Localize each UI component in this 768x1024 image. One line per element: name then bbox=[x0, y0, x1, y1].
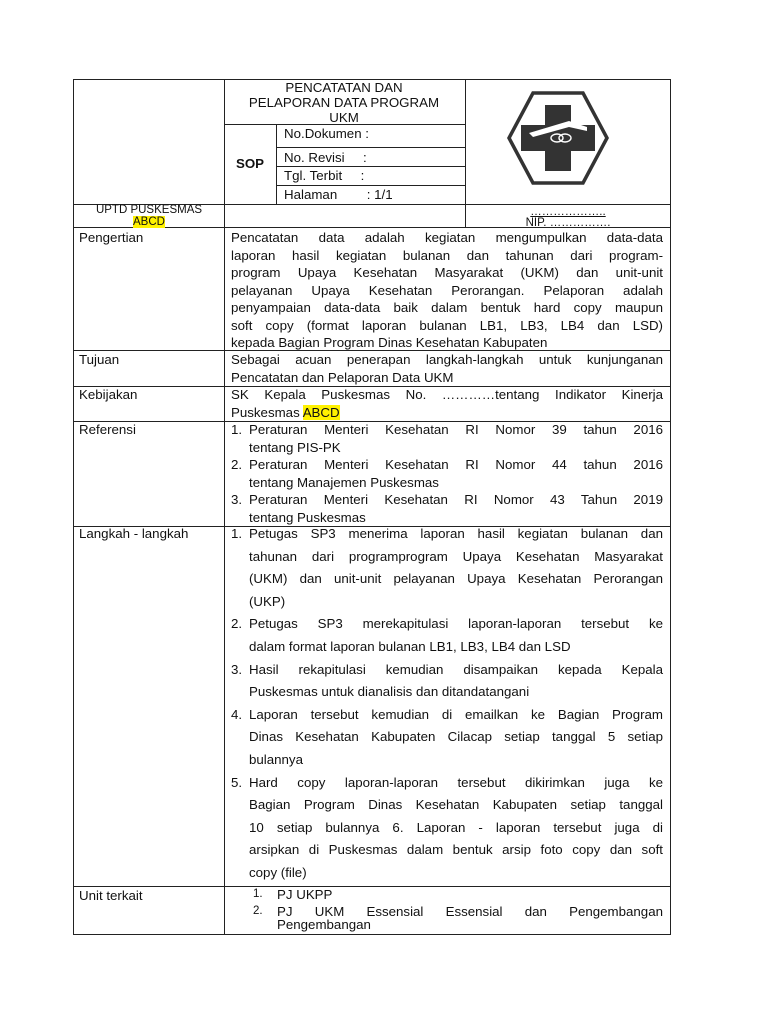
uptd-name bbox=[73, 216, 225, 228]
no-revisi: No. Revisi : bbox=[284, 150, 367, 165]
text-fragment: Puskesmas bbox=[231, 404, 303, 420]
list-item: Hasil rekapitulasi kemudian disampaikan kepada Kepala bbox=[249, 661, 663, 677]
uptd-highlight: ABCD bbox=[133, 216, 165, 228]
list-item: Puskesmas untuk dianalisis dan ditandatangani bbox=[249, 684, 530, 700]
list-number: 1. bbox=[231, 422, 243, 437]
text-line: Pencatatan dan Pelaporan Data UKM bbox=[231, 369, 454, 385]
list-item: Petugas SP3 menerima laporan hasil kegiatan bulanan dan bbox=[249, 526, 663, 541]
list-item: Petugas SP3 merekapitulasi laporan-laporan tersebut ke bbox=[249, 616, 663, 632]
list-number: 4. bbox=[231, 706, 243, 722]
label-pengertian: Pengertian bbox=[79, 230, 144, 245]
list-item: Hard copy laporan-laporan tersebut dikirimkan juga ke bbox=[249, 774, 663, 790]
list-item: Peraturan Menteri Kesehatan RI Nomor 43 Tahun 2019 bbox=[249, 492, 663, 507]
list-number: 2. bbox=[253, 905, 263, 917]
list-item: arsipkan di Puskesmas dalam bentuk arsip foto copy dan soft bbox=[249, 842, 663, 858]
list-item: Bagian Program Dinas Kesehatan Kabupaten setiap tanggal bbox=[249, 797, 663, 813]
uptd-line: UPTD PUSKESMAS bbox=[95, 204, 203, 216]
list-item: (UKP) bbox=[249, 593, 286, 609]
pengertian-text bbox=[231, 229, 663, 352]
list-item: bulannya bbox=[249, 752, 303, 767]
label-referensi: Referensi bbox=[79, 422, 136, 437]
list-item: (UKM) dan unit-unit pelayanan Upaya Kesehatan Perorangan bbox=[249, 571, 663, 587]
kebijakan-text bbox=[231, 386, 663, 421]
tgl-terbit: Tgl. Terbit : bbox=[284, 168, 365, 183]
list-item: tentang PIS-PK bbox=[249, 439, 341, 455]
list-item: dalam format laporan bulanan LB1, LB3, LB4 dan LSD bbox=[249, 639, 571, 654]
list-item: Pengembangan bbox=[277, 917, 371, 932]
list-item: copy (file) bbox=[249, 865, 307, 880]
list-item: Peraturan Menteri Kesehatan RI Nomor 44 tahun 2016 bbox=[249, 457, 663, 472]
puskesmas-name-highlight: ABCD bbox=[302, 404, 340, 420]
label-kebijakan: Kebijakan bbox=[79, 387, 138, 402]
list-item: PJ UKM Essensial Essensial dan Pengembangan bbox=[277, 904, 663, 919]
list-item: Dinas Kesehatan Kabupaten Cilacap setiap tanggal 5 setiap bbox=[249, 729, 663, 745]
sop-document bbox=[73, 79, 671, 935]
halaman: Halaman : 1/1 bbox=[284, 187, 393, 202]
text-line: pelayanan Upaya Kesehatan Perorangan. Pelaporan adalah bbox=[231, 282, 663, 298]
list-number: 1. bbox=[253, 888, 263, 900]
list-number: 1. bbox=[231, 526, 243, 541]
list-number: 2. bbox=[231, 457, 243, 472]
text-line: kepada Bagian Program Dinas Kesehatan Kabupaten bbox=[231, 335, 548, 350]
list-item: Laporan tersebut kemudian di emailkan ke Bagian Program bbox=[249, 706, 663, 722]
uptd-label bbox=[73, 204, 225, 228]
label-langkah: Langkah - langkah bbox=[79, 526, 189, 541]
list-item: tentang Manajemen Puskesmas bbox=[249, 474, 439, 490]
text-line: program Upaya Kesehatan Masyarakat (UKM) dan unit-unit bbox=[231, 265, 663, 280]
meta-divider-1 bbox=[276, 147, 465, 148]
nip-label: NIP. ……………. bbox=[525, 217, 611, 229]
text-line: Pencatatan data adalah kegiatan mengumpulkan data-data bbox=[231, 230, 663, 245]
list-item: tahunan dari programprogram Upaya Kesehatan Masyarakat bbox=[249, 548, 663, 564]
text-line bbox=[231, 404, 663, 422]
tujuan-text bbox=[231, 351, 663, 386]
document-title bbox=[225, 80, 463, 125]
no-dokumen: No.Dokumen : bbox=[284, 126, 369, 141]
title-line: PELAPORAN DATA PROGRAM bbox=[248, 95, 440, 110]
row-divider-unit bbox=[73, 886, 671, 887]
list-item: 10 setiap bulannya 6. Laporan - laporan tersebut juga di bbox=[249, 819, 663, 835]
list-number: 3. bbox=[231, 492, 243, 507]
list-number: 5. bbox=[231, 774, 243, 790]
label-unit-terkait: Unit terkait bbox=[79, 888, 143, 903]
sop-label: SOP bbox=[235, 156, 265, 171]
label-tujuan: Tujuan bbox=[79, 352, 120, 367]
list-item: PJ UKPP bbox=[277, 887, 333, 902]
text-line: Sebagai acuan penerapan langkah-langkah untuk kunjunganan bbox=[231, 352, 663, 367]
signature-dots: ……………….. bbox=[530, 206, 606, 218]
sop-column-divider bbox=[276, 124, 277, 204]
text-line: soft copy (format laporan bulanan LB1, LB3, LB4 dan LSD) bbox=[231, 317, 663, 333]
title-line: PENCATATAN DAN bbox=[285, 80, 403, 95]
title-line: UKM bbox=[329, 110, 359, 125]
list-item: Peraturan Menteri Kesehatan RI Nomor 39 tahun 2016 bbox=[249, 422, 663, 437]
puskesmas-logo-icon bbox=[507, 91, 609, 185]
text-line: laporan hasil kegiatan bulanan dan tahunan dari program- bbox=[231, 247, 663, 263]
list-number: 2. bbox=[231, 616, 243, 632]
text-line: penyampaian data-data baik dalam bentuk hard copy maupun bbox=[231, 300, 663, 315]
text-line: SK Kepala Puskesmas No. …………tentang Indikator Kinerja bbox=[231, 387, 663, 402]
list-number: 3. bbox=[231, 661, 243, 677]
list-item: tentang Puskesmas bbox=[249, 509, 366, 525]
table-border-bottom bbox=[73, 934, 671, 935]
